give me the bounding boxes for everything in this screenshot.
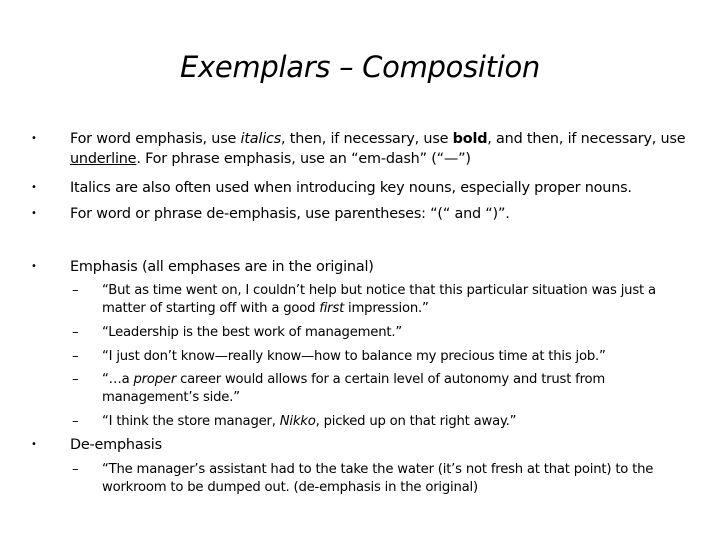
example-text: “But as time went on, I couldn’t help but notice that this particular situation was just a matter of starting off with a good first impression.” <box>102 283 656 316</box>
bullet-icon: • <box>31 261 37 272</box>
bullet-icon: • <box>31 133 37 144</box>
bullet-text: De-emphasis <box>70 437 162 453</box>
bullet-text: Italics are also often used when introducing key nouns, especially proper nouns. <box>70 180 632 196</box>
bullet-icon: • <box>31 439 37 450</box>
example-text: “The manager’s assistant had to the take the water (it’s not fresh at that point) to the workroom to be dumped out. (de-emphasis in the original) <box>102 462 654 495</box>
slide-title: Exemplars – Composition <box>180 50 540 84</box>
example-text: “Leadership is the best work of management.” <box>102 325 402 340</box>
bullet-text: For word or phrase de-emphasis, use parentheses: “(“ and “)”. <box>70 206 510 222</box>
dash-icon: – <box>72 349 79 364</box>
bullet-text: For word emphasis, use italics, then, if necessary, use bold, and then, if necessary, use underline. For phrase emphasis, use an “em-dash” (“—”) <box>70 131 686 167</box>
dash-icon: – <box>72 372 79 387</box>
bullet-text: Emphasis (all emphases are in the original) <box>70 259 374 275</box>
dash-icon: – <box>72 414 79 429</box>
bullet-icon: • <box>31 208 37 219</box>
dash-icon: – <box>72 325 79 340</box>
bullet-icon: • <box>31 182 37 193</box>
dash-icon: – <box>72 462 79 477</box>
example-text: “I just don’t know—really know—how to balance my precious time at this job.” <box>102 349 606 364</box>
example-text: “…a proper career would allows for a certain level of autonomy and trust from management’s side.” <box>102 372 606 405</box>
dash-icon: – <box>72 283 79 298</box>
example-text: “I think the store manager, Nikko, picked up on that right away.” <box>102 414 517 429</box>
